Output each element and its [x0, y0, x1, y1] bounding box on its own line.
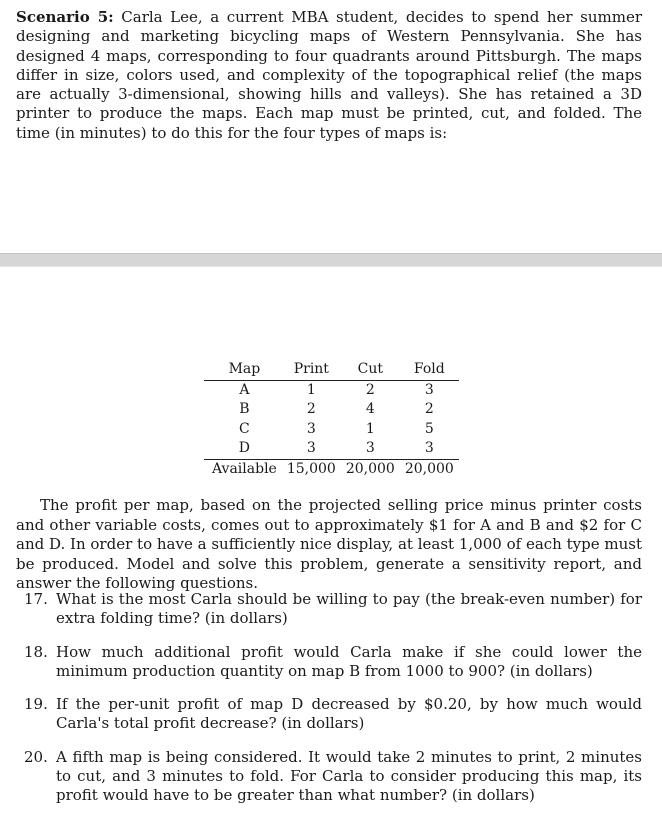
header-print: Print: [282, 360, 341, 380]
scenario-label: Scenario 5:: [16, 8, 114, 26]
section-divider: [0, 253, 662, 267]
cell-map: C: [239, 420, 250, 437]
question-list: [24, 590, 642, 820]
cell-print: 3: [282, 439, 341, 459]
question-text: How much additional profit would Carla make if she could lower the minimum production quantity on map B from 1000 to 900? (in dollars): [56, 642, 642, 680]
cell-print: 1: [306, 381, 316, 398]
available-label: Available: [212, 460, 277, 477]
question-text: A fifth map is being considered. It would take 2 minutes to print, 2 minutes to cut, and 3 minutes to fold. For Carla to consider producing this map, its profit would have to be greater than what number? (in dollars): [56, 747, 642, 805]
available-row: [204, 459, 459, 479]
profit-paragraph: The profit per map, based on the projected selling price minus printer costs and other variable costs, comes out to approximately $1 for A and B and $2 for C and D. In order to have a sufficiently nice display, at least 1,000 of each type must be produced. Model and solve this problem, generate a sensitivity report, and answer the following questions.: [16, 496, 642, 593]
table-header-row: [204, 360, 459, 380]
question-item: [24, 590, 642, 629]
header-fold: Fold: [400, 360, 459, 380]
table-row: [204, 420, 459, 440]
cell-cut: 2: [365, 381, 375, 398]
question-text: If the per-unit profit of map D decreased by $0.20, by how much would Carla's total profit decrease? (in dollars): [56, 695, 642, 733]
table-row: [204, 380, 459, 400]
cell-fold: 3: [424, 381, 434, 398]
cell-map: D: [204, 439, 282, 459]
question-number: 19.: [24, 695, 48, 714]
scenario-body: Carla Lee, a current MBA student, decides to spend her summer designing and marketing bicycling maps of Western Pennsylvania. She has designed 4 maps, corresponding to four quadrants around Pittsburgh. The maps differ in size, colors used, and complexity of the topographical relief (the maps are actually 3-dimensional, showing hills and valleys). She has retained a 3D printer to produce the maps. Each map must be printed, cut, and folded. The time (in minutes) to do this for the four types of maps is:: [16, 8, 643, 142]
header-map: Map: [204, 360, 282, 380]
cell-fold: 3: [400, 439, 459, 459]
table-row: [204, 439, 459, 459]
available-cut: 20,000: [345, 460, 395, 477]
table-row: [204, 400, 459, 420]
available-fold: 20,000: [404, 460, 454, 477]
time-table: [204, 360, 459, 479]
cell-print: 2: [306, 401, 316, 417]
cell-fold: 2: [424, 401, 434, 417]
cell-map: A: [239, 381, 250, 398]
scenario-text: [16, 8, 642, 143]
cell-cut: 3: [341, 439, 400, 459]
cell-cut: 4: [365, 401, 375, 417]
cell-fold: 5: [424, 420, 434, 437]
question-item: [24, 643, 642, 682]
available-print: 15,000: [286, 460, 336, 477]
question-number: 18.: [24, 642, 48, 661]
question-item: [24, 695, 642, 734]
cell-map: B: [239, 401, 250, 417]
cell-cut: 1: [365, 420, 375, 437]
cell-print: 3: [306, 420, 316, 437]
question-number: 20.: [24, 747, 48, 766]
question-text: What is the most Carla should be willing to pay (the break-even number) for extra folding time? (in dollars): [56, 590, 642, 628]
question-number: 17.: [24, 590, 48, 608]
question-item: [24, 748, 642, 806]
header-cut: Cut: [341, 360, 400, 380]
